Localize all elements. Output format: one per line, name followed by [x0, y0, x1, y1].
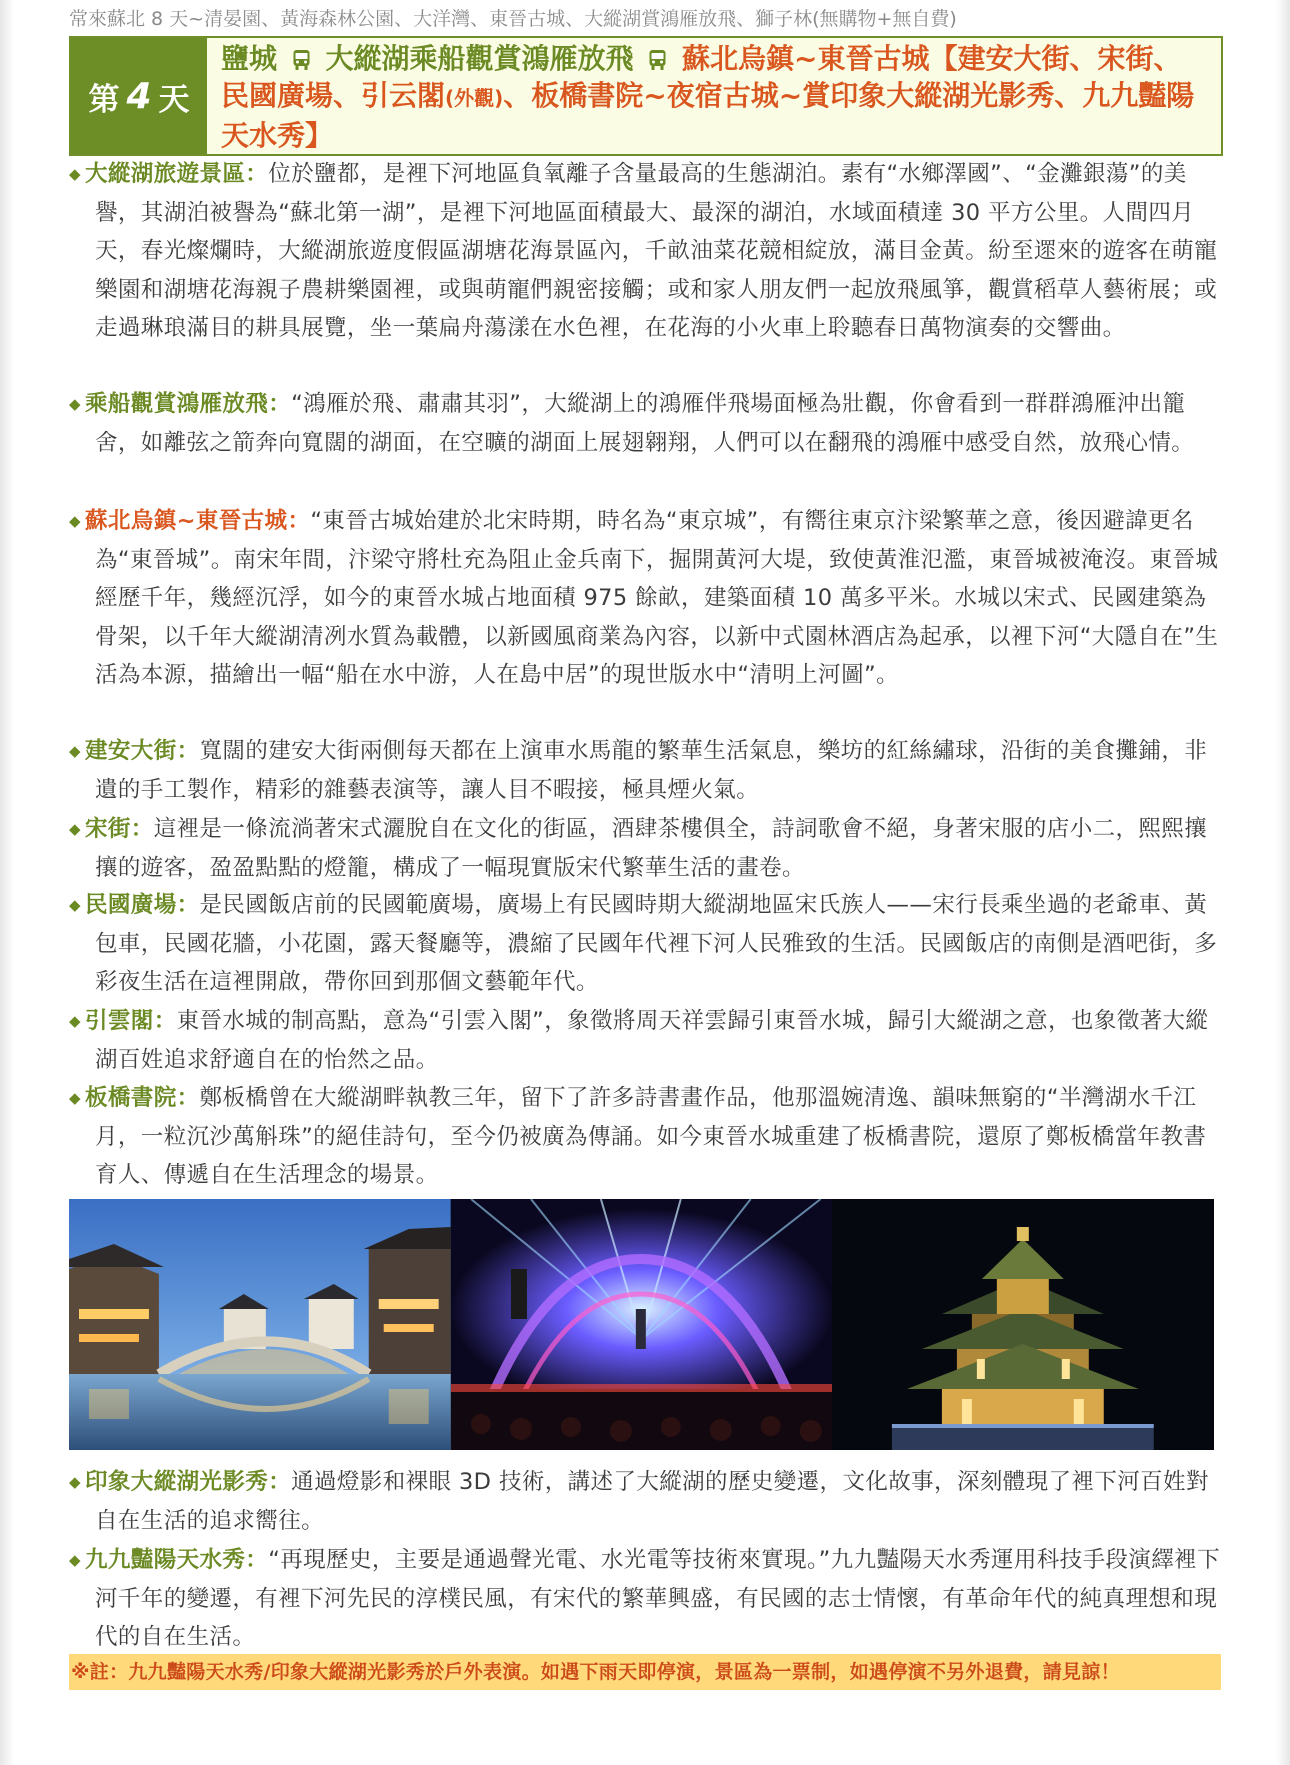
bus-icon — [647, 49, 668, 71]
section-dongjin-city — [69, 502, 1221, 695]
section-water-show — [69, 1541, 1221, 1657]
section-yinyun-pavilion — [69, 1002, 1221, 1079]
bullet-diamond-icon: ◆ — [69, 165, 81, 183]
title-part-3: 蘇北烏鎮~東晉古城 — [682, 42, 930, 75]
day-suffix: 天 — [158, 81, 190, 118]
bullet-diamond-icon: ◆ — [69, 512, 81, 530]
section-text: 寬闊的建安大街兩側每天都在上演車水馬龍的繁華生活氣息，樂坊的紅絲繡球，沿街的美食攤鋪，非遺的手工製作，精彩的雜藝表演等，讓人目不暇接，極具煙火氣。 — [95, 738, 1208, 803]
bullet-diamond-icon: ◆ — [69, 1473, 81, 1491]
bullet-diamond-icon: ◆ — [69, 896, 81, 914]
bus-icon — [291, 49, 312, 71]
section-text: “再現歷史，主要是通過聲光電、水光電等技術來實現。”九九豔陽天水秀運用科技手段演繹裡下河千年的變遷，有裡下河先民的淳樸民風，有宋代的繁華興盛，有民國的志士情懷，有革命年代的純真理想和現代的自在生活。 — [95, 1547, 1220, 1650]
bullet-diamond-icon: ◆ — [69, 1551, 81, 1569]
day-title — [207, 38, 1221, 154]
section-dazonghu — [69, 155, 1221, 348]
photo-light-show — [451, 1199, 833, 1450]
section-keyword: 九九豔陽天水秀： — [85, 1547, 269, 1573]
section-text: “東晉古城始建於北宋時期，時名為“東京城”，有嚮往東京汴梁繁華之意，後因避諱更名為“東晉城”。南宋年間，汴梁守將杜充為阻止金兵南下，掘開黃河大堤，致使黃淮氾濫，東晉城被淹沒。東晉城經歷千年，幾經沉浮，如今的東晉水城占地面積 975 餘畝，建築面積 10 萬多平米。水城以宋式、民國建築為骨架，以千年大縱湖清冽水質為載體，以新國風商業為內容，以新中式園林酒店為起承，以裡下河“大隱自在”生活為本源，描繪出一幅“船在水中游，人在島中居”的現世版水中“清明上河圖”。 — [95, 508, 1219, 688]
title-part-1: 鹽城 — [221, 42, 278, 75]
day-number: 4 — [126, 75, 152, 117]
page-edge-left — [0, 0, 14, 1765]
day-prefix: 第 — [88, 81, 120, 118]
title-part-2: 大縱湖乘船觀賞鴻雁放飛 — [325, 42, 634, 75]
day-header — [69, 36, 1223, 156]
photo-water-town-bridge — [69, 1199, 451, 1450]
section-keyword: 乘船觀賞鴻雁放飛： — [85, 391, 292, 417]
page-edge-right — [1276, 0, 1290, 1765]
bullet-diamond-icon: ◆ — [69, 1012, 81, 1030]
section-light-show — [69, 1463, 1221, 1540]
notice-bar: ※註：九九豔陽天水秀/印象大縱湖光影秀於戶外表演。如遇下雨天即停演，景區為一票制，如遇停演不另外退費，請見諒！ — [69, 1654, 1221, 1690]
section-banqiao-academy — [69, 1079, 1221, 1195]
section-keyword: 板橋書院： — [85, 1085, 200, 1111]
section-text: 鄭板橋曾在大縱湖畔執教三年，留下了許多詩書畫作品，他那溫婉清逸、韻味無窮的“半灣湖水千江月，一粒沉沙萬斛珠”的絕佳詩句，至今仍被廣為傳誦。如今東晉水城重建了板橋書院，還原了鄭板橋當年教書育人、傳遞自在生活理念的場景。 — [95, 1085, 1207, 1188]
photo-night-pavilion — [832, 1199, 1214, 1450]
section-text: 位於鹽都，是裡下河地區負氧離子含量最高的生態湖泊。素有“水鄉澤國”、“金灘銀蕩”的美譽，其湖泊被譽為“蘇北第一湖”，是裡下河地區面積最大、最深的湖泊，水域面積達 30 平方公里。人間四月天，春光燦爛時，大縱湖旅遊度假區湖塘花海景區內，千畝油菜花競相綻放，滿目金黃。紛至遝來的遊客在萌寵樂園和湖塘花海親子農耕樂園裡，或與萌寵們親密接觸；或和家人朋友們一起放飛風箏，觀賞稻草人藝術展；或走過琳琅滿目的耕具展覽，坐一葉扁舟蕩漾在水色裡，在花海的小火車上聆聽春日萬物演奏的交響曲。 — [95, 161, 1218, 341]
photo-strip — [69, 1199, 1214, 1450]
section-text: 東晉水城的制高點，意為“引雲入閣”，象徵將周天祥雲歸引東晉水城，歸引大縱湖之意，也象徵著大縱湖百姓追求舒適自在的怡然之品。 — [95, 1008, 1209, 1073]
section-keyword: 建安大街： — [85, 738, 200, 764]
section-keyword: 印象大縱湖光影秀： — [85, 1469, 292, 1495]
bullet-diamond-icon: ◆ — [69, 820, 81, 838]
bullet-diamond-icon: ◆ — [69, 1089, 81, 1107]
section-keyword: 民國廣場： — [85, 892, 200, 918]
section-keyword: 引雲閣： — [85, 1008, 177, 1034]
title-part-6: 、板橋書院~夜宿古城~賞印象大縱湖光影秀、九九豔陽天水秀】 — [221, 79, 1195, 152]
section-text: 這裡是一條流淌著宋式灑脫自在文化的街區，酒肆茶樓俱全，詩詞歌會不絕，身著宋服的店小二，熙熙攘攘的遊客，盈盈點點的燈籠，構成了一幅現實版宋代繁華生活的畫卷。 — [95, 816, 1208, 881]
section-text: 是民國飯店前的民國範廣場，廣場上有民國時期大縱湖地區宋氏族人——宋行長乘坐過的老爺車、黃包車，民國花牆，小花園，露天餐廳等，濃縮了民國年代裡下河人民雅致的生活。民國飯店的南側是酒吧街，多彩夜生活在這裡開啟，帶你回到那個文藝範年代。 — [95, 892, 1218, 995]
section-minguo-square — [69, 886, 1221, 1002]
section-song-street — [69, 810, 1221, 887]
bullet-diamond-icon: ◆ — [69, 395, 81, 413]
bullet-diamond-icon: ◆ — [69, 742, 81, 760]
running-head: 常來蘇北 8 天~清晏園、黃海森林公園、大洋灣、東晉古城、大縱湖賞鴻雁放飛、獅子林(無購物+無自費) — [69, 8, 957, 30]
title-part-5: (外觀) — [445, 86, 504, 110]
section-keyword: 蘇北烏鎮~東晉古城： — [85, 508, 311, 534]
section-boat-geese — [69, 385, 1221, 462]
day-badge — [71, 38, 207, 154]
section-keyword: 宋街： — [85, 816, 154, 842]
section-keyword: 大縱湖旅遊景區： — [85, 161, 269, 187]
section-text: 通過燈影和裸眼 3D 技術，講述了大縱湖的歷史變遷，文化故事，深刻體現了裡下河百姓對自在生活的追求嚮往。 — [95, 1469, 1209, 1534]
section-text: “鴻雁於飛、肅肅其羽”，大縱湖上的鴻雁伴飛場面極為壯觀，你會看到一群群鴻雁沖出籠舍，如離弦之箭奔向寬闊的湖面，在空曠的湖面上展翅翱翔，人們可以在翻飛的鴻雁中感受自然，放飛心情。 — [95, 391, 1195, 456]
section-jianan-street — [69, 732, 1221, 809]
title-part-4: 【建安大街、宋街、民國廣場、引云閣 — [221, 42, 1182, 112]
